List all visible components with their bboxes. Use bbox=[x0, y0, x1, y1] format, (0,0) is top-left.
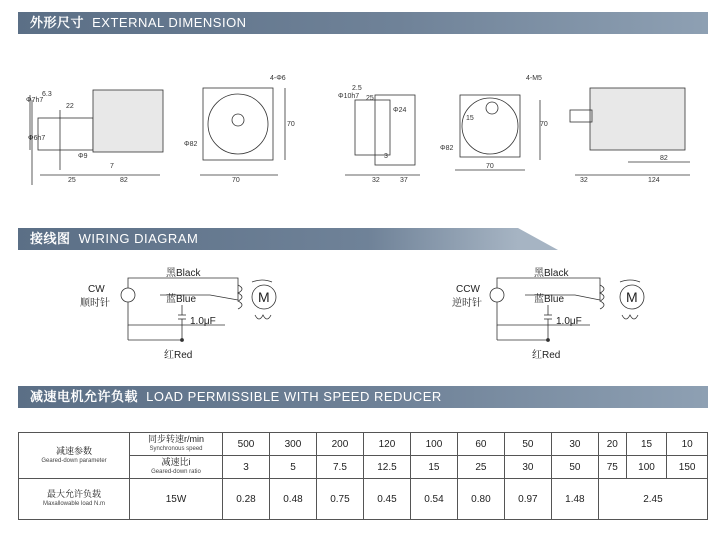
ccw-label-cn: 逆时针 bbox=[452, 298, 482, 309]
dim-3-2: 25 bbox=[366, 95, 374, 102]
load-header bbox=[19, 479, 130, 520]
speed-cell: 100 bbox=[410, 433, 457, 456]
table-row-speed bbox=[19, 433, 708, 456]
right-blue-label: 蓝Blue bbox=[534, 294, 565, 305]
dim-5-0: 82 bbox=[660, 155, 668, 162]
drawing-front-view-2 bbox=[455, 95, 540, 170]
load-cell: 0.28 bbox=[223, 479, 270, 520]
load-title-cn: 减速电机允许负载 bbox=[30, 389, 139, 404]
ratio-cell: 150 bbox=[667, 456, 708, 479]
load-cell: 0.97 bbox=[504, 479, 551, 520]
ratio-cell: 30 bbox=[504, 456, 551, 479]
dim-4-4: 70 bbox=[540, 121, 548, 128]
speed-cell: 10 bbox=[667, 433, 708, 456]
drawing-side-view-2 bbox=[345, 95, 420, 175]
speed-en: Synchronous speed bbox=[149, 446, 203, 452]
ratio-cell: 15 bbox=[410, 456, 457, 479]
dim-4-0: 4-M5 bbox=[526, 75, 542, 82]
left-red-label: 红Red bbox=[164, 350, 193, 361]
load-cell-last: 2.45 bbox=[598, 479, 707, 520]
dim-1-4: Φ9 bbox=[78, 153, 88, 160]
ratio-cell: 50 bbox=[551, 456, 598, 479]
load-cell: 1.48 bbox=[551, 479, 598, 520]
dim-3-5: 32 bbox=[372, 177, 380, 184]
cw-label-cn: 顺时针 bbox=[80, 298, 110, 309]
dim-1-1: 6.3 bbox=[42, 91, 52, 98]
dim-1-0: Φ7h7 bbox=[26, 97, 44, 104]
dim-4-3: 70 bbox=[486, 163, 494, 170]
param-header bbox=[19, 433, 130, 479]
table-row-load bbox=[19, 479, 708, 520]
wiring-banner bbox=[18, 228, 518, 250]
dim-2-1: Φ82 bbox=[184, 141, 198, 148]
load-cell: 0.54 bbox=[410, 479, 457, 520]
dim-1-5: 7 bbox=[110, 163, 114, 170]
load-en: Maxallowable load N.m bbox=[42, 501, 106, 507]
drawing-motor-view bbox=[570, 88, 690, 175]
dim-3-4: 3 bbox=[384, 153, 388, 160]
ratio-cell: 5 bbox=[269, 456, 316, 479]
right-red-label: 红Red bbox=[532, 350, 561, 361]
ratio-cell: 12.5 bbox=[363, 456, 410, 479]
speed-header bbox=[130, 433, 223, 456]
speed-cell: 300 bbox=[269, 433, 316, 456]
load-cell: 0.75 bbox=[316, 479, 363, 520]
ratio-en: Geared-down ratio bbox=[151, 469, 201, 475]
dimension-title-en: EXTERNAL DIMENSION bbox=[92, 15, 247, 30]
right-cap-label: 1.0μF bbox=[556, 316, 582, 327]
ratio-cell: 3 bbox=[223, 456, 270, 479]
dimension-title-cn: 外形尺寸 bbox=[30, 15, 85, 30]
load-title-en: LOAD PERMISSIBLE WITH SPEED REDUCER bbox=[146, 389, 442, 404]
ratio-cell: 7.5 bbox=[316, 456, 363, 479]
dim-5-1: 32 bbox=[580, 177, 588, 184]
dim-2-0: 4-Φ6 bbox=[270, 75, 286, 82]
param-cn: 减速参数 bbox=[55, 445, 92, 456]
load-cell: 0.80 bbox=[457, 479, 504, 520]
speed-cell: 30 bbox=[551, 433, 598, 456]
ratio-cell: 100 bbox=[626, 456, 667, 479]
dim-5-2: 124 bbox=[648, 177, 660, 184]
ratio-cell: 25 bbox=[457, 456, 504, 479]
ratio-header bbox=[130, 456, 223, 479]
wiring-title-cn: 接线图 bbox=[30, 231, 71, 246]
speed-cell: 200 bbox=[316, 433, 363, 456]
speed-cn: 同步转速r/min bbox=[148, 434, 204, 444]
left-blue-label: 蓝Blue bbox=[166, 294, 197, 305]
load-table bbox=[18, 432, 708, 520]
right-motor-symbol: M bbox=[626, 289, 638, 305]
cw-label: CW bbox=[88, 284, 105, 295]
ccw-label: CCW bbox=[456, 284, 480, 295]
load-banner bbox=[18, 386, 708, 408]
wiring-title-en: WIRING DIAGRAM bbox=[78, 231, 199, 246]
speed-cell: 60 bbox=[457, 433, 504, 456]
right-black-label: 黑Black bbox=[534, 268, 569, 279]
dim-1-6: 25 bbox=[68, 177, 76, 184]
speed-cell: 50 bbox=[504, 433, 551, 456]
speed-cell: 120 bbox=[363, 433, 410, 456]
dim-2-2: 70 bbox=[232, 177, 240, 184]
left-cap-label: 1.0μF bbox=[190, 316, 216, 327]
dim-4-2: Φ82 bbox=[440, 145, 454, 152]
load-cell: 0.45 bbox=[363, 479, 410, 520]
ratio-cn: 减速比i bbox=[161, 457, 191, 467]
dim-3-1: 2.5 bbox=[352, 85, 362, 92]
dim-4-1: 15 bbox=[466, 115, 474, 122]
speed-cell: 500 bbox=[223, 433, 270, 456]
dim-1-7: 82 bbox=[120, 177, 128, 184]
load-cell: 0.48 bbox=[269, 479, 316, 520]
load-cn: 最大允许负载 bbox=[46, 489, 101, 499]
ratio-cell: 75 bbox=[598, 456, 626, 479]
drawing-front-view-1 bbox=[200, 88, 285, 175]
power-cell: 15W bbox=[130, 479, 223, 520]
left-black-label: 黑Black bbox=[166, 268, 201, 279]
dim-1-3: Φ6h7 bbox=[28, 135, 46, 142]
drawing-side-view-1 bbox=[30, 90, 163, 185]
speed-cell: 15 bbox=[626, 433, 667, 456]
dim-2-3: 70 bbox=[287, 121, 295, 128]
dim-3-3: Φ24 bbox=[393, 107, 407, 114]
dim-3-0: Φ10h7 bbox=[338, 93, 360, 100]
dim-3-6: 37 bbox=[400, 177, 408, 184]
left-motor-symbol: M bbox=[258, 289, 270, 305]
param-en: Geared-down parameter bbox=[41, 457, 107, 464]
dim-1-2: 22 bbox=[66, 103, 74, 110]
speed-cell: 20 bbox=[598, 433, 626, 456]
